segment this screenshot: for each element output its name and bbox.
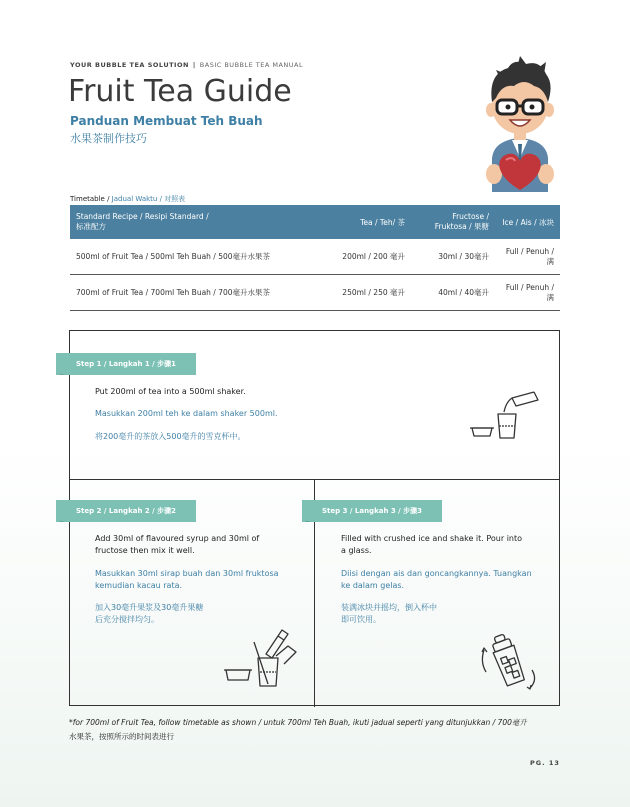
footnote: *for 700ml of Fruit Tea, follow timetable as shown / untuk 700ml Teh Buah, ikuti jadual seperti yang ditunjukkan / 700毫升 水果茶，按照所示的时间表进行 xyxy=(69,718,527,741)
header-tea: Tea / Teh/ 茶 xyxy=(324,205,411,239)
page-title: Fruit Tea Guide xyxy=(68,74,292,109)
step-3-english: Filled with crushed ice and shake it. Pour into a glass. xyxy=(341,534,523,555)
step-2-chinese: 加入30毫升果浆及30毫升果糖 后充分搅拌均匀。 xyxy=(95,603,204,624)
timetable-label xyxy=(70,194,185,204)
header-fructose: Fructose / Fruktosa / 果糖 xyxy=(411,205,495,239)
timetable-label-cn: / 对照表 xyxy=(157,195,186,203)
table-row xyxy=(70,239,560,275)
cell-ice: Full / Penuh / 满 xyxy=(495,239,560,275)
syrup-mix-icon xyxy=(224,628,304,690)
page-number: PG. 13 xyxy=(530,759,560,767)
step-1-english: Put 200ml of tea into a 500ml shaker. xyxy=(95,387,246,396)
cell-tea: 200ml / 200 毫升 xyxy=(324,239,411,275)
cell-fructose: 40ml / 40毫升 xyxy=(411,275,495,311)
mascot-illustration xyxy=(478,48,562,192)
step-1-chinese: 将200毫升的茶放入500毫升的雪克杯中。 xyxy=(95,432,246,441)
shaker-pour-icon xyxy=(468,390,540,442)
step-3-malay: Diisi dengan ais dan goncangkannya. Tuangkan ke dalam gelas. xyxy=(341,569,532,590)
cell-fructose: 30ml / 30毫升 xyxy=(411,239,495,275)
subtitle-chinese: 水果茶制作技巧 xyxy=(70,132,147,145)
running-header xyxy=(70,61,303,69)
step-2-english: Add 30ml of flavoured syrup and 30ml of fructose then mix it well. xyxy=(95,534,260,555)
timetable-label-ms: Jadual Waktu xyxy=(111,195,158,203)
step-3-tag: Step 3 / Langkah 3 / 步骤3 xyxy=(302,500,442,522)
header-separator: | xyxy=(192,61,196,69)
timetable xyxy=(70,205,560,311)
step-1-malay: Masukkan 200ml teh ke dalam shaker 500ml. xyxy=(95,409,278,418)
table-row xyxy=(70,275,560,311)
cell-recipe: 500ml of Fruit Tea / 500ml Teh Buah / 500毫升水果茶 xyxy=(70,239,324,275)
brand-label: YOUR BUBBLE TEA SOLUTION xyxy=(70,61,189,69)
manual-label: BASIC BUBBLE TEA MANUAL xyxy=(199,61,304,69)
cell-recipe: 700ml of Fruit Tea / 700ml Teh Buah / 700毫升水果茶 xyxy=(70,275,324,311)
shake-icon xyxy=(478,630,540,692)
step-2-malay: Masukkan 30ml sirap buah dan 30ml fruktosa kemudian kacau rata. xyxy=(95,569,279,590)
subtitle-malay: Panduan Membuat Teh Buah xyxy=(70,114,263,128)
timetable-label-en: Timetable / xyxy=(70,195,112,203)
timetable-header-row xyxy=(70,205,560,239)
cell-tea: 250ml / 250 毫升 xyxy=(324,275,411,311)
step-3-chinese: 装满冰块并摇均，倒入杯中 即可饮用。 xyxy=(341,603,437,624)
step-1-tag: Step 1 / Langkah 1 / 步骤1 xyxy=(56,353,196,375)
header-ice: Ice / Ais / 冰块 xyxy=(495,205,560,239)
cell-ice: Full / Penuh / 满 xyxy=(495,275,560,311)
header-recipe: Standard Recipe / Resipi Standard / 标准配方 xyxy=(70,205,324,239)
step-2-tag: Step 2 / Langkah 2 / 步骤2 xyxy=(56,500,196,522)
